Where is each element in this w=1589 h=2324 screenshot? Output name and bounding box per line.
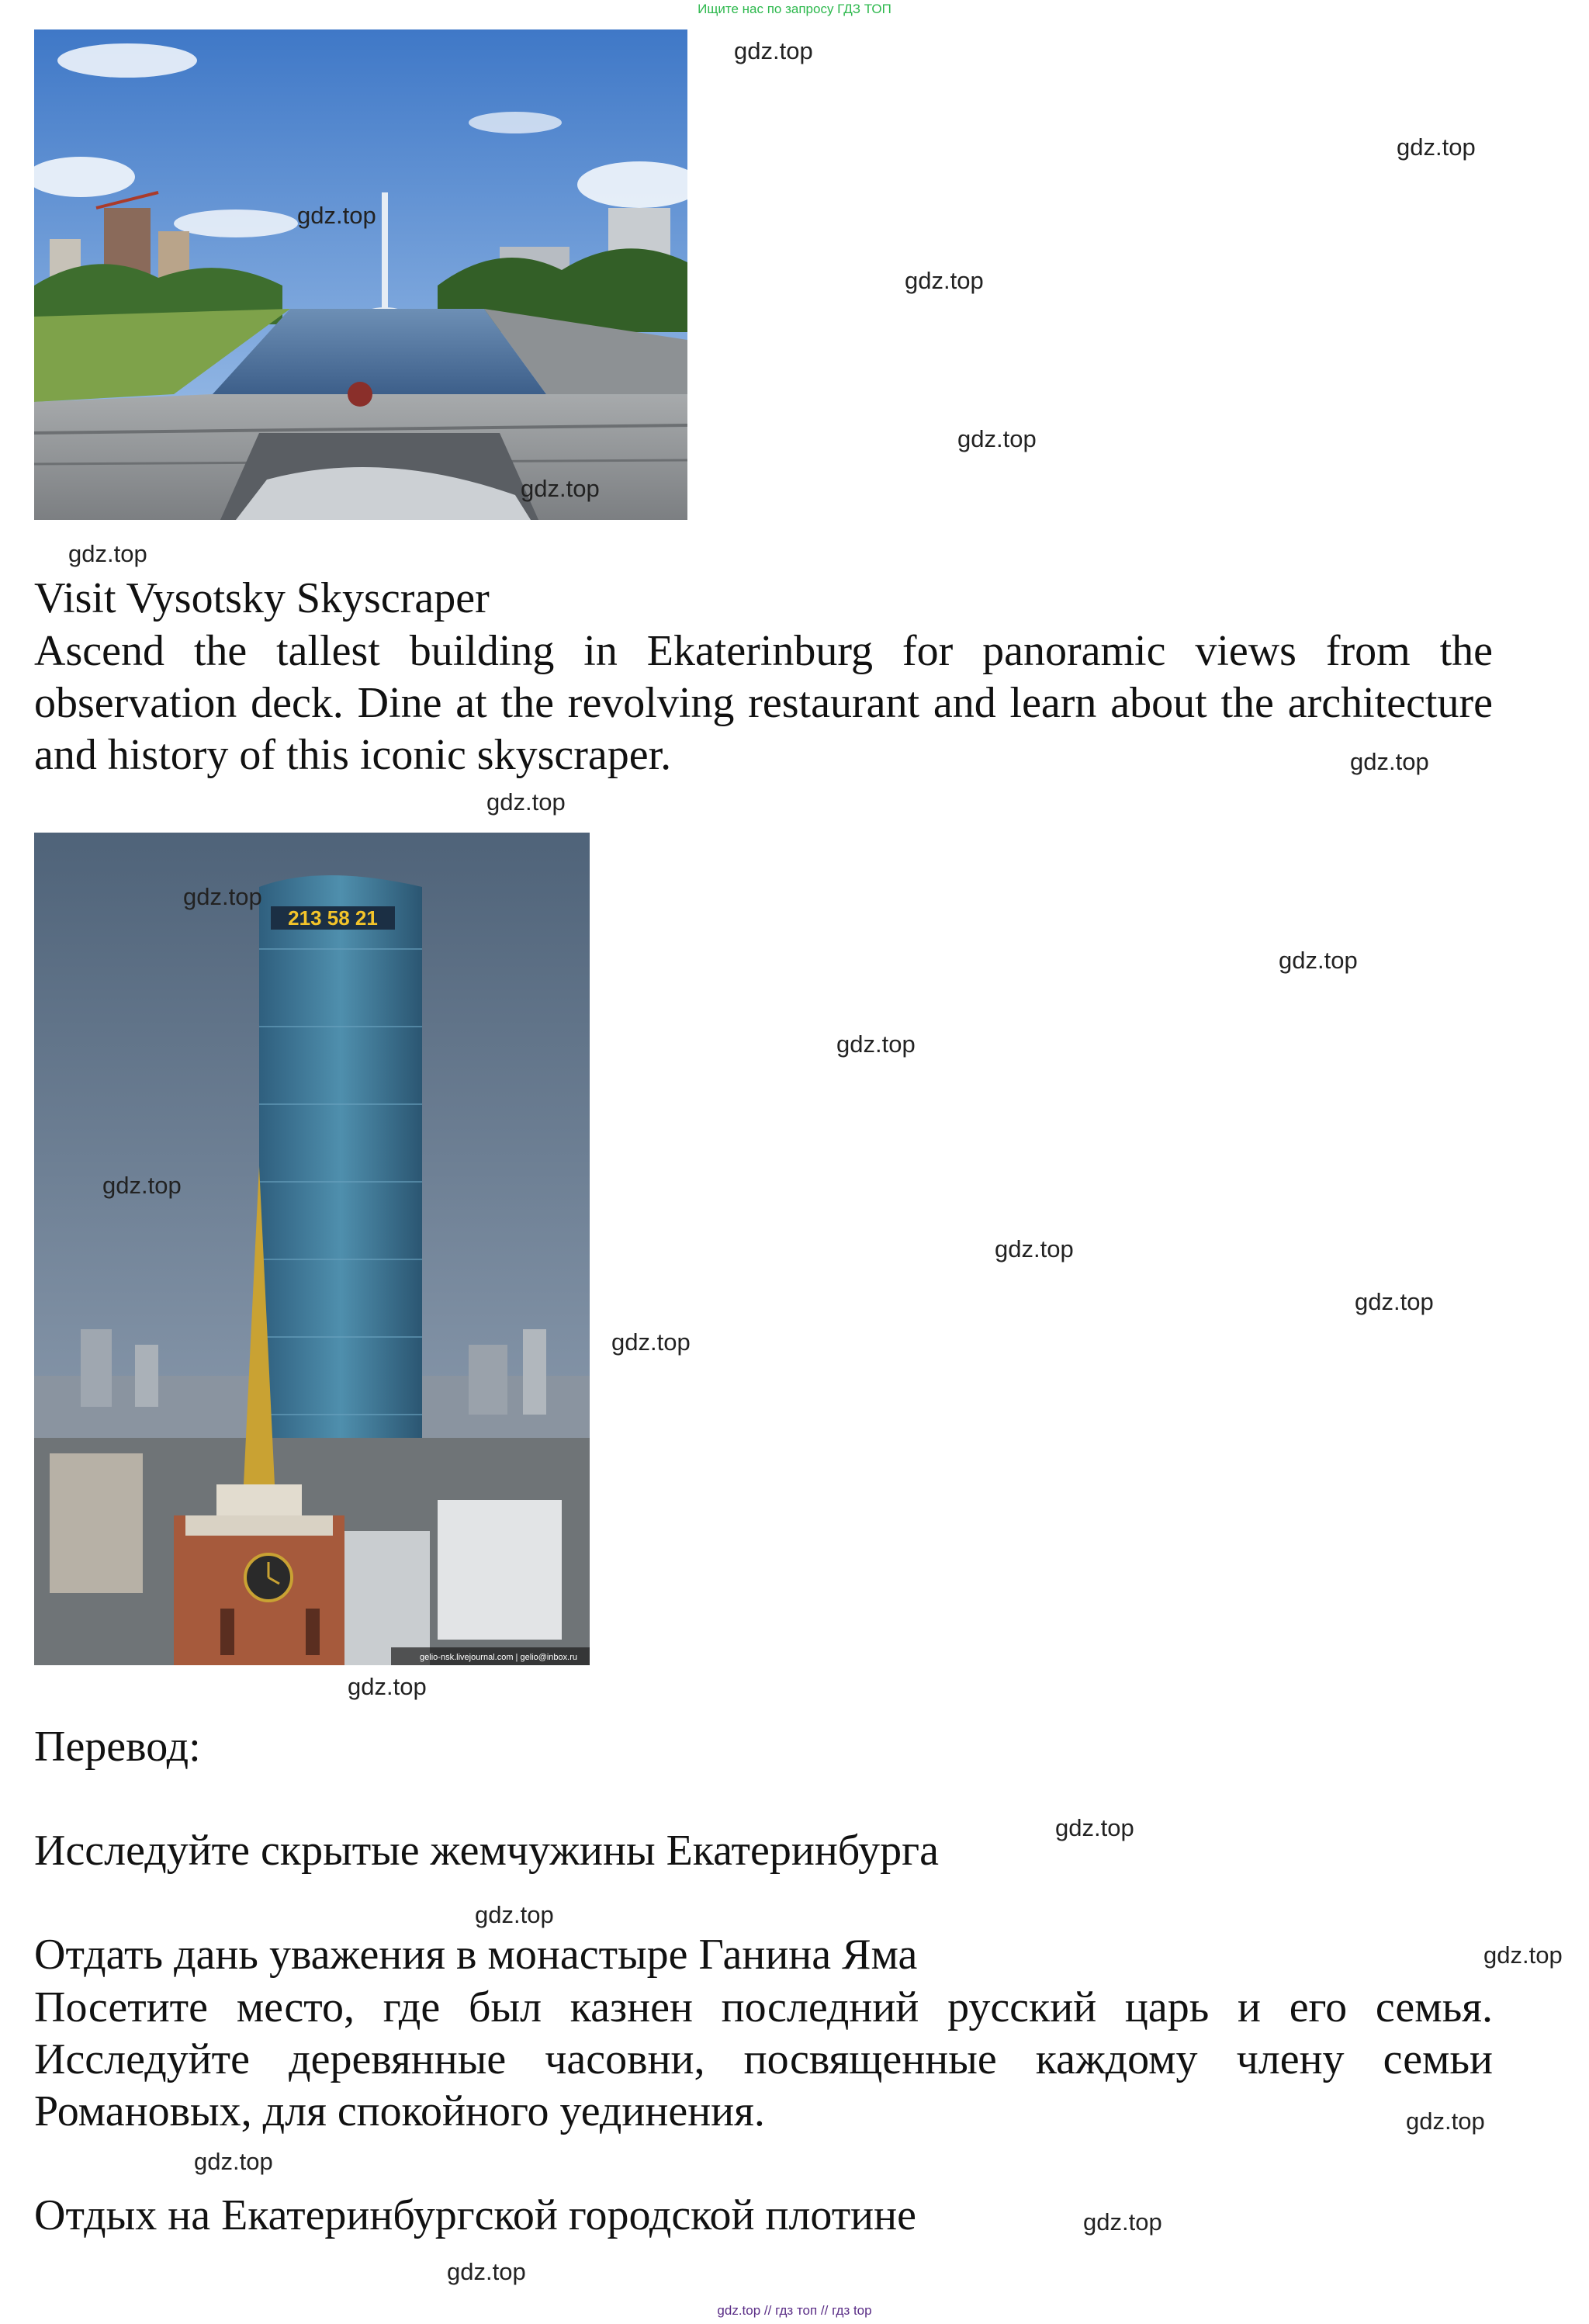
watermark: gdz.top [102, 1172, 182, 1199]
english-title: Visit Vysotsky Skyscraper [34, 574, 490, 622]
translation-section-title: Исследуйте скрытые жемчужины Екатеринбурга [34, 1827, 939, 1875]
watermark: gdz.top [1355, 1288, 1434, 1315]
watermark: gdz.top [348, 1673, 427, 1700]
watermark: gdz.top [475, 1901, 554, 1928]
top-banner: Ищите нас по запросу ГДЗ ТОП [698, 2, 891, 16]
footer-links[interactable]: gdz.top // гдз топ // гдз top [717, 2303, 872, 2318]
watermark: gdz.top [1083, 2208, 1162, 2236]
english-body: Ascend the tallest building in Ekaterinburg for panoramic views from the observation deck. Dine at the revolving restaurant and learn about the architecture and history of this iconic skyscraper. [34, 627, 1493, 779]
translation-item1-body: Посетите место, где был казнен последний русский царь и его семья. Исследуйте деревянные часовни, посвященные каждому члену семьи Романовых, для спокойного уединения. [34, 1983, 1493, 2135]
photo-credit: gelio-nsk.livejournal.com | gelio@inbox.ru [420, 1653, 577, 1662]
watermark: gdz.top [611, 1328, 691, 1356]
watermark: gdz.top [194, 2148, 273, 2175]
translation-label: Перевод: [34, 1723, 201, 1771]
tower-sign-digits: 213 58 21 [288, 906, 378, 930]
watermark: gdz.top [297, 202, 376, 229]
watermark: gdz.top [995, 1235, 1074, 1262]
watermark: gdz.top [521, 475, 600, 502]
watermark: gdz.top [486, 788, 566, 816]
watermark: gdz.top [68, 540, 147, 567]
watermark: gdz.top [1483, 1941, 1563, 1969]
vysotsky-tower-photo [34, 833, 590, 1665]
watermark: gdz.top [1397, 133, 1476, 161]
watermark: gdz.top [957, 425, 1037, 452]
watermark: gdz.top [183, 883, 262, 910]
watermark: gdz.top [1279, 947, 1358, 974]
watermark: gdz.top [734, 37, 813, 64]
watermark: gdz.top [1055, 1814, 1134, 1841]
translation-item2-title: Отдых на Екатеринбургской городской плотине [34, 2191, 916, 2239]
watermark: gdz.top [1350, 748, 1429, 775]
watermark: gdz.top [905, 267, 984, 294]
translation-item1-title: Отдать дань уважения в монастыре Ганина Яма [34, 1931, 918, 1979]
watermark: gdz.top [447, 2258, 526, 2285]
city-fountain-photo [34, 29, 687, 520]
watermark: gdz.top [836, 1030, 916, 1058]
watermark: gdz.top [1406, 2108, 1485, 2135]
